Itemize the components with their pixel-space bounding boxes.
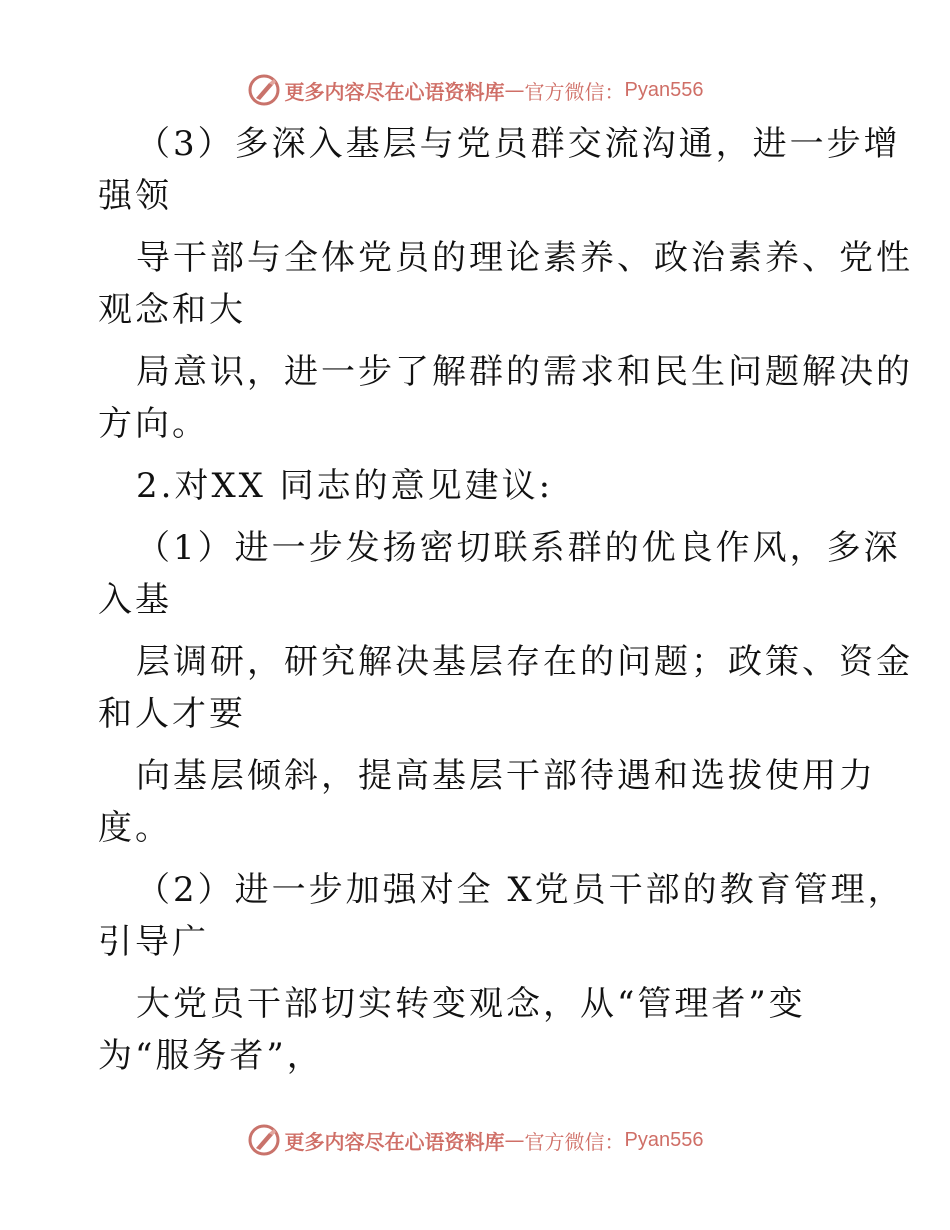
document-body xyxy=(98,118,913,1082)
text-line: 度。 xyxy=(98,808,172,848)
watermark-wechat-id: Pyan556 xyxy=(624,78,704,101)
text-line: （2）进一步加强对全 X党员干部的教育管理， xyxy=(136,870,905,910)
text-line: 方向。 xyxy=(98,404,209,444)
pen-logo-icon xyxy=(247,73,281,107)
text-line: 大党员干部切实转变观念，从“管理者”变 xyxy=(136,984,806,1024)
text-line: 为“服务者”， xyxy=(98,1036,324,1076)
watermark-wechat-id: Pyan556 xyxy=(624,1128,704,1151)
header-watermark xyxy=(0,70,950,110)
text-line: 向基层倾斜，提高基层干部待遇和选拔使用力 xyxy=(136,756,876,796)
watermark-main-text: 更多内容尽在心语资料库 xyxy=(284,79,505,104)
section-heading: 2.对XX 同志的意见建议: xyxy=(136,466,554,506)
pen-logo-icon xyxy=(247,1123,281,1157)
text-line: 入基 xyxy=(98,580,172,620)
text-line: 强领 xyxy=(98,176,172,216)
watermark-separator: — xyxy=(504,78,525,102)
text-line: 观念和大 xyxy=(98,290,246,330)
watermark-sub-text: 官方微信： xyxy=(524,1129,625,1154)
text-line: （1）进一步发扬密切联系群的优良作风，多深 xyxy=(136,528,901,568)
watermark-sub-text: 官方微信： xyxy=(524,79,625,104)
watermark-main-text: 更多内容尽在心语资料库 xyxy=(284,1129,505,1154)
text-line: 和人才要 xyxy=(98,694,246,734)
text-line: 引导广 xyxy=(98,922,209,962)
watermark-separator: — xyxy=(504,1128,525,1152)
footer-watermark xyxy=(0,1120,950,1160)
text-line: 层调研，研究解决基层存在的问题；政策、资金 xyxy=(136,642,913,682)
text-line: （3）多深入基层与党员群交流沟通，进一步增 xyxy=(136,124,901,164)
text-line: 局意识，进一步了解群的需求和民生问题解决的 xyxy=(136,352,913,392)
text-line: 导干部与全体党员的理论素养、政治素养、党性 xyxy=(136,238,913,278)
